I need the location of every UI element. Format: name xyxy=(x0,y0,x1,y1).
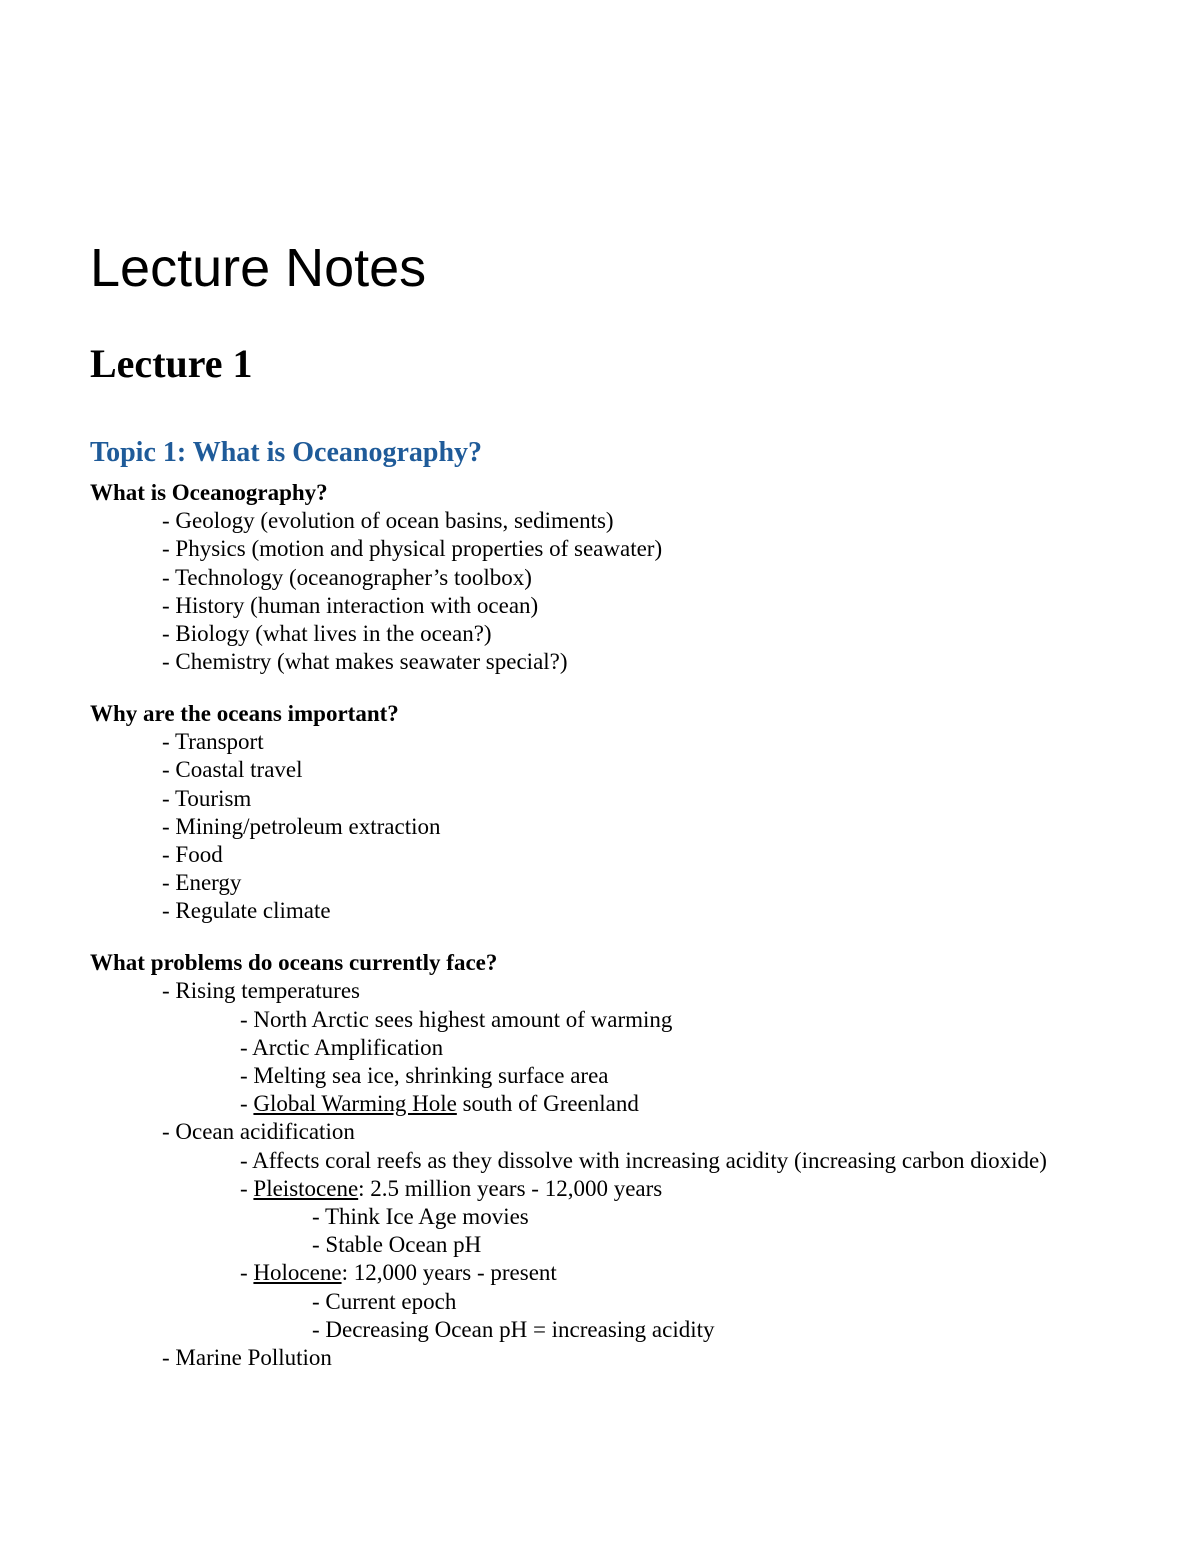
list-item: - Transport xyxy=(162,729,264,755)
section-heading: What is Oceanography? xyxy=(90,480,328,505)
list-item: - Affects coral reefs as they dissolve with increasing acidity (increasing carbon dioxide) xyxy=(240,1147,1047,1173)
list-item: - Stable Ocean pH xyxy=(312,1232,482,1258)
section-why-oceans-important xyxy=(90,700,1120,926)
topic-heading: Topic 1: What is Oceanography? xyxy=(90,437,483,468)
list-item: - Technology (oceanographer’s toolbox) xyxy=(162,564,532,590)
underlined-term: Pleistocene xyxy=(253,1175,359,1201)
list-item: - Arctic Amplification xyxy=(240,1034,444,1060)
list-item xyxy=(90,1090,1120,1118)
list-item: - North Arctic sees highest amount of warming xyxy=(240,1006,673,1032)
list-item: - Coastal travel xyxy=(162,757,303,783)
list-item: - Think Ice Age movies xyxy=(312,1204,529,1230)
bullet-list xyxy=(90,977,1120,1372)
document-title: Lecture Notes xyxy=(90,238,427,298)
list-item: - Geology (evolution of ocean basins, sediments) xyxy=(162,508,614,534)
list-item: - Current epoch xyxy=(312,1288,457,1314)
list-item: - Food xyxy=(162,842,223,868)
lecture-heading: Lecture 1 xyxy=(90,341,253,386)
list-item: - Tourism xyxy=(162,785,252,811)
item-dash: - xyxy=(240,1260,254,1286)
list-item: - Mining/petroleum extraction xyxy=(162,813,441,839)
list-item: - Marine Pollution xyxy=(162,1345,332,1371)
section-heading: What problems do oceans currently face? xyxy=(90,950,498,976)
list-item: - History (human interaction with ocean) xyxy=(162,592,539,618)
section-what-is-oceanography xyxy=(90,479,1120,676)
underlined-term: Holocene xyxy=(253,1260,342,1286)
list-item: - Energy xyxy=(162,870,242,896)
section-heading: Why are the oceans important? xyxy=(90,701,399,727)
bullet-list xyxy=(90,507,1120,676)
list-item: - Melting sea ice, shrinking surface area xyxy=(240,1063,609,1089)
bullet-list xyxy=(90,728,1120,925)
item-dash: - xyxy=(240,1175,254,1201)
underlined-term: Global Warming Hole xyxy=(253,1091,457,1117)
list-item xyxy=(90,1259,1120,1287)
list-item: - Decreasing Ocean pH = increasing acidity xyxy=(312,1316,715,1342)
list-item: - Biology (what lives in the ocean?) xyxy=(162,621,492,647)
item-text: : 2.5 million years - 12,000 years xyxy=(358,1175,663,1201)
item-text: south of Greenland xyxy=(456,1091,639,1117)
notes-body xyxy=(90,479,1120,1396)
list-item: - Regulate climate xyxy=(162,898,331,924)
item-dash: - xyxy=(240,1091,254,1117)
list-item: - Ocean acidification xyxy=(162,1119,355,1145)
list-item xyxy=(90,1175,1120,1203)
list-item: - Physics (motion and physical properties of seawater) xyxy=(162,536,663,562)
section-ocean-problems xyxy=(90,949,1120,1372)
cut-off-text-line xyxy=(240,1398,900,1412)
list-item: - Chemistry (what makes seawater special?) xyxy=(162,649,568,675)
list-item: - Rising temperatures xyxy=(162,978,361,1004)
item-text: : 12,000 years - present xyxy=(341,1260,557,1286)
